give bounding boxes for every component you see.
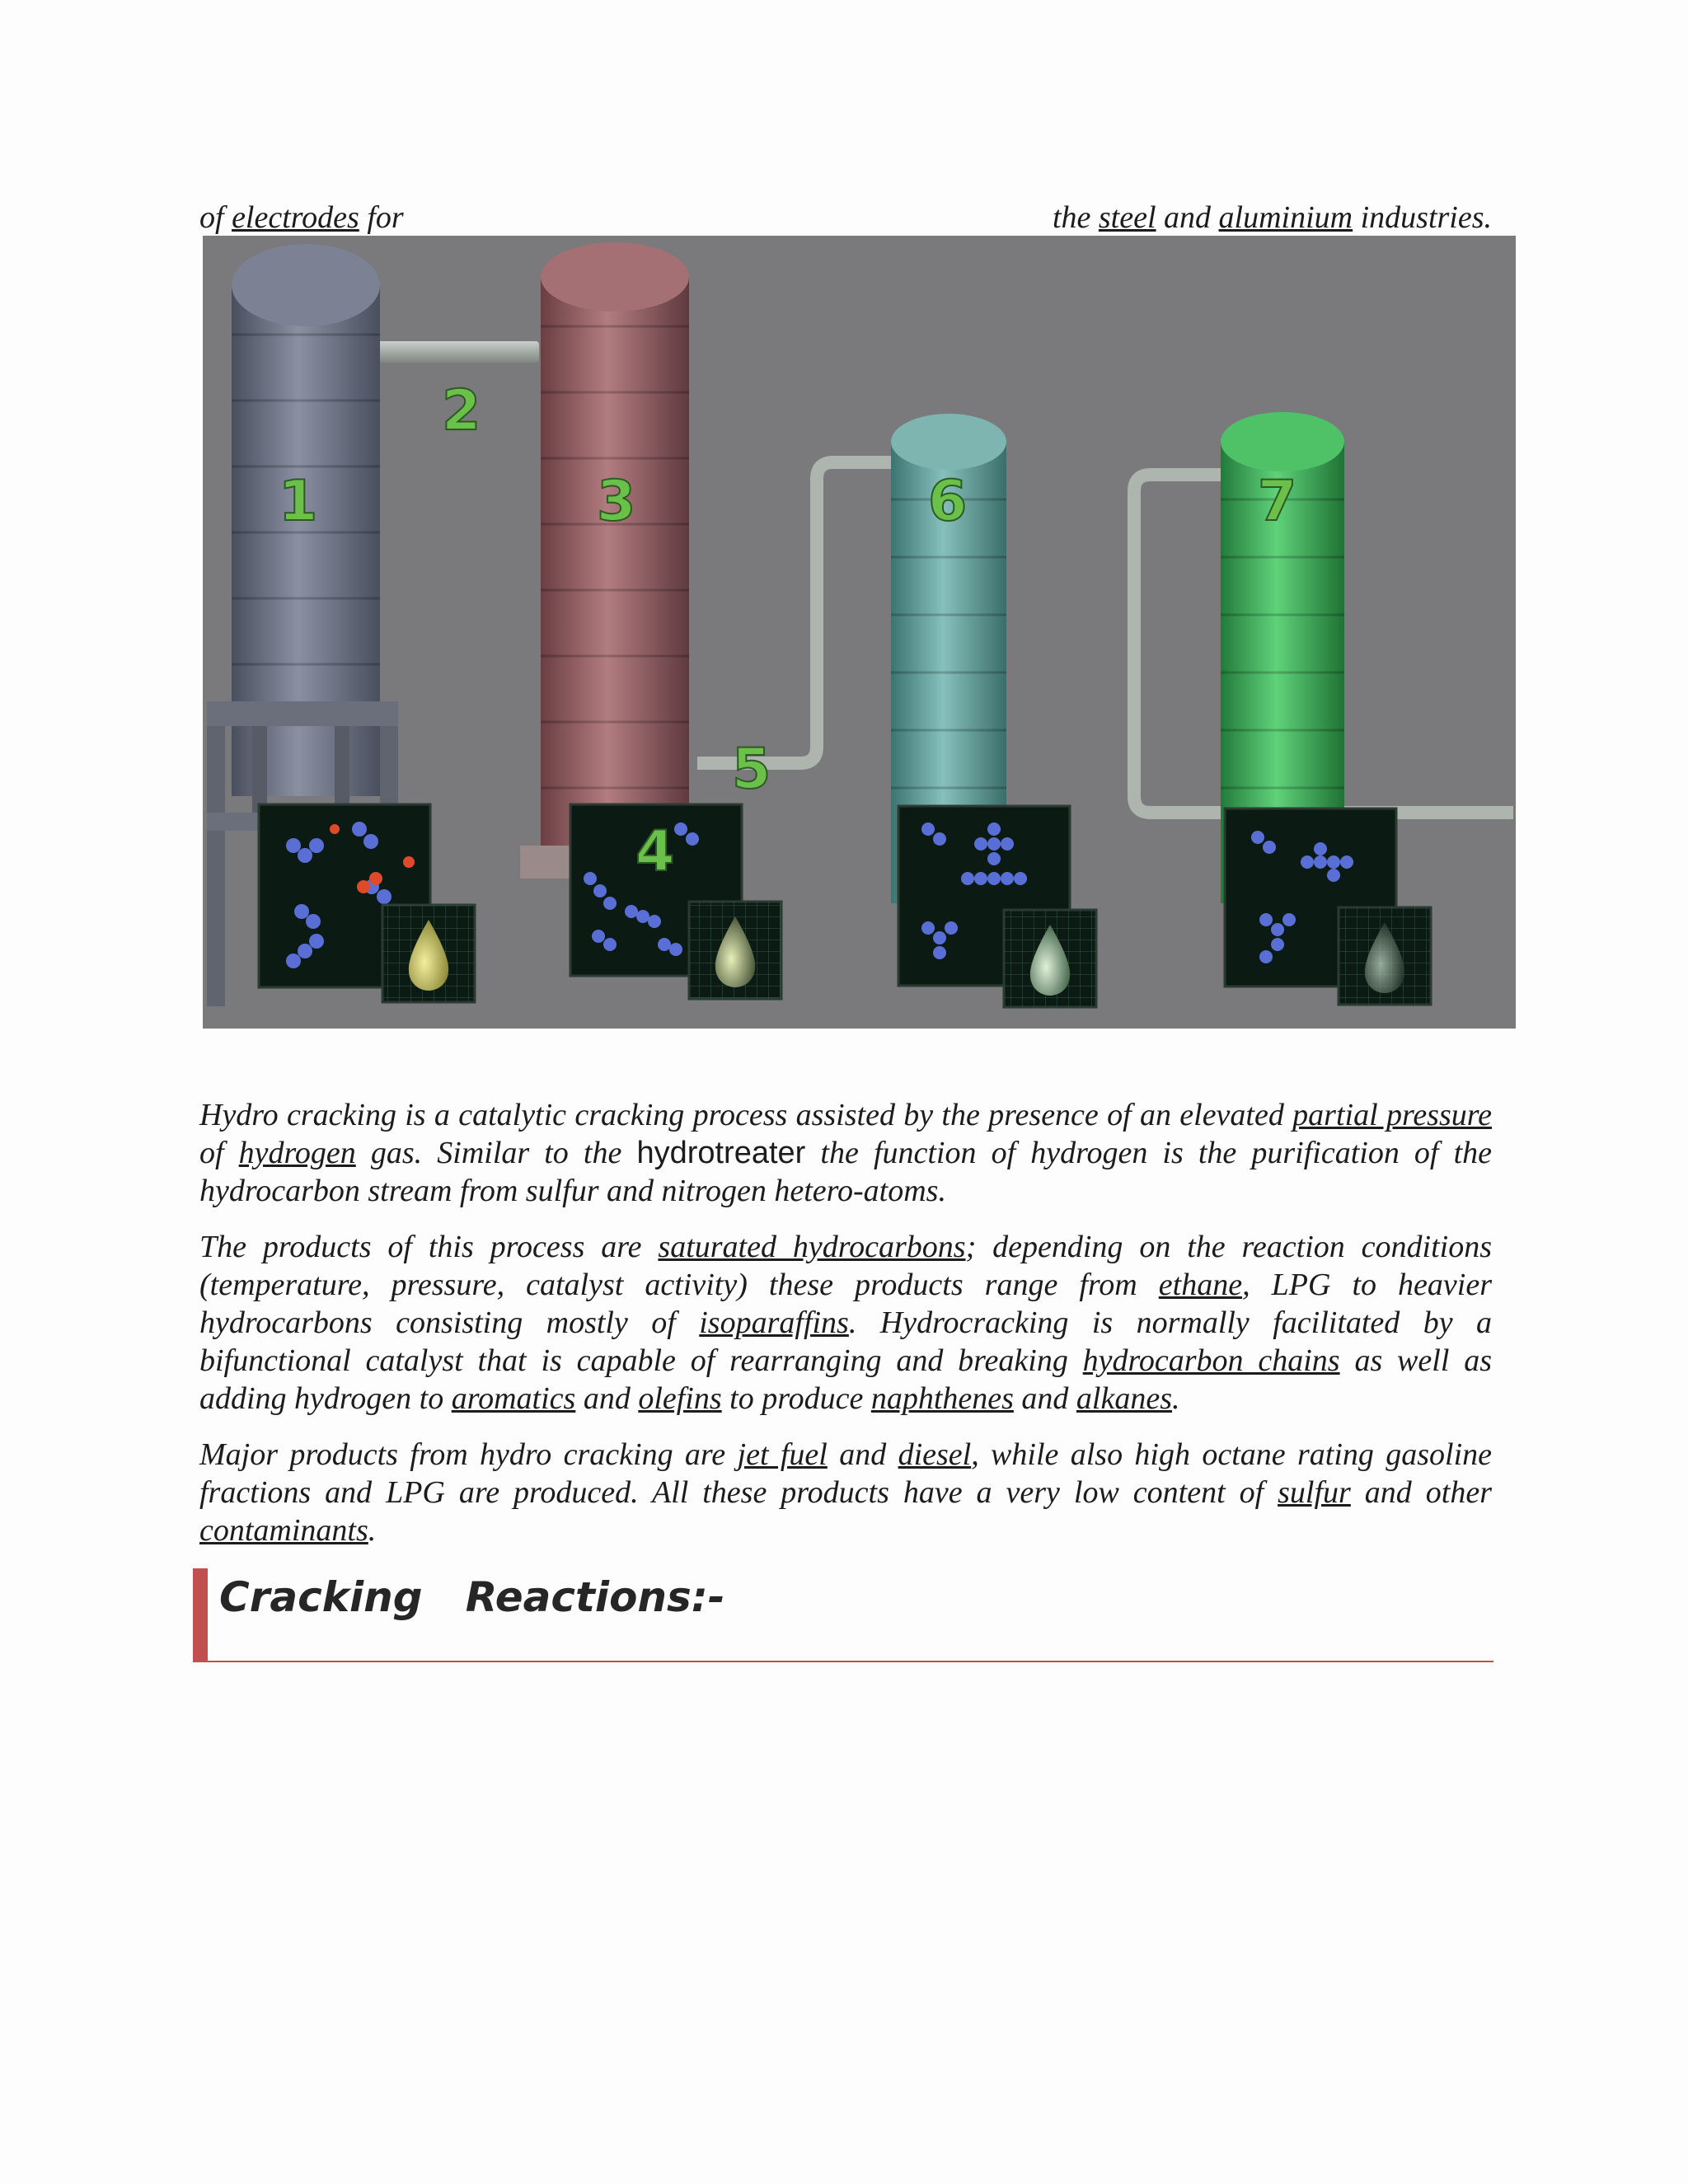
link-ethane[interactable]: ethane	[1158, 1268, 1243, 1302]
section-heading	[193, 1568, 1493, 1662]
stage-label-2: 2	[442, 378, 481, 443]
droplet-panel-1	[382, 905, 475, 1002]
link-partial-pressure[interactable]: partial pressure	[1292, 1098, 1493, 1132]
hydrocracking-towers-svg	[203, 236, 1516, 1029]
paragraph-1: Hydro cracking is a catalytic cracking process assisted by the presence of an elevated partial pressure of hydrogen gas. Similar to the hydrotreater the function of hydrogen is the purification of the hydrocarbon stream from sulfur and nitrogen hetero-atoms.	[199, 1098, 1493, 1208]
link-hydrocarbon-chains[interactable]: hydrocarbon chains	[1082, 1343, 1340, 1378]
link-sulfur[interactable]: sulfur	[1278, 1475, 1351, 1510]
tower-3	[520, 242, 689, 879]
link-alkanes[interactable]: alkanes	[1076, 1381, 1172, 1416]
stage-label-6: 6	[928, 469, 968, 534]
hydrocracking-illustration	[203, 236, 1516, 1029]
link-aromatics[interactable]: aromatics	[451, 1381, 576, 1416]
paragraph-2: The products of this process are saturated hydrocarbons; depending on the reaction conditions (temperature, pressure, catalyst activity) these products range from ethane, LPG to heavier hydrocarbons consisting mostly of isoparaffins. Hydrocracking is normally facilitated by a bifunctional catalyst that is capable of rearranging and breaking hydrocarbon chains as well as adding hydrogen to aromatics and olefins to produce naphthenes and alkanes.	[199, 1230, 1493, 1416]
link-olefins[interactable]: olefins	[638, 1381, 722, 1416]
top-line	[199, 196, 1492, 239]
pipe-1-3	[374, 341, 539, 363]
link-aluminium[interactable]: aluminium	[1218, 200, 1353, 235]
link-saturated-hydrocarbons[interactable]: saturated hydrocarbons	[658, 1230, 966, 1264]
stage-label-5: 5	[732, 737, 771, 802]
heading-accent-bar	[193, 1568, 208, 1661]
link-naphthenes[interactable]: naphthenes	[870, 1381, 1014, 1416]
top-line-left: of electrodes for	[199, 200, 404, 235]
link-contaminants[interactable]: contaminants	[199, 1513, 368, 1548]
droplet-panel-7	[1339, 907, 1431, 1005]
body-text	[199, 1096, 1492, 1568]
stage-label-4: 4	[635, 819, 675, 884]
stage-label-3: 3	[597, 469, 636, 534]
hydrotreater-term: hydrotreater	[636, 1136, 806, 1170]
link-isoparaffins[interactable]: isoparaffins	[699, 1305, 849, 1340]
stage-label-7: 7	[1258, 469, 1297, 534]
droplet-panel-6	[1004, 910, 1096, 1007]
link-jet-fuel[interactable]: jet fuel	[737, 1437, 828, 1472]
heading-title: Cracking Reactions:-	[219, 1573, 725, 1621]
link-steel[interactable]: steel	[1098, 200, 1156, 235]
stage-label-1: 1	[279, 469, 318, 534]
paragraph-3: Major products from hydro cracking are jet fuel and diesel, while also high octane rating gasoline fractions and LPG are produced. All these products have a very low content of sulfur and other contaminants.	[199, 1437, 1493, 1548]
droplet-panel-4	[689, 902, 781, 999]
link-diesel[interactable]: diesel	[898, 1437, 972, 1472]
link-electrodes[interactable]: electrodes	[232, 200, 359, 235]
link-hydrogen[interactable]: hydrogen	[238, 1136, 356, 1170]
top-line-right: the steel and aluminium industries.	[1052, 200, 1492, 235]
